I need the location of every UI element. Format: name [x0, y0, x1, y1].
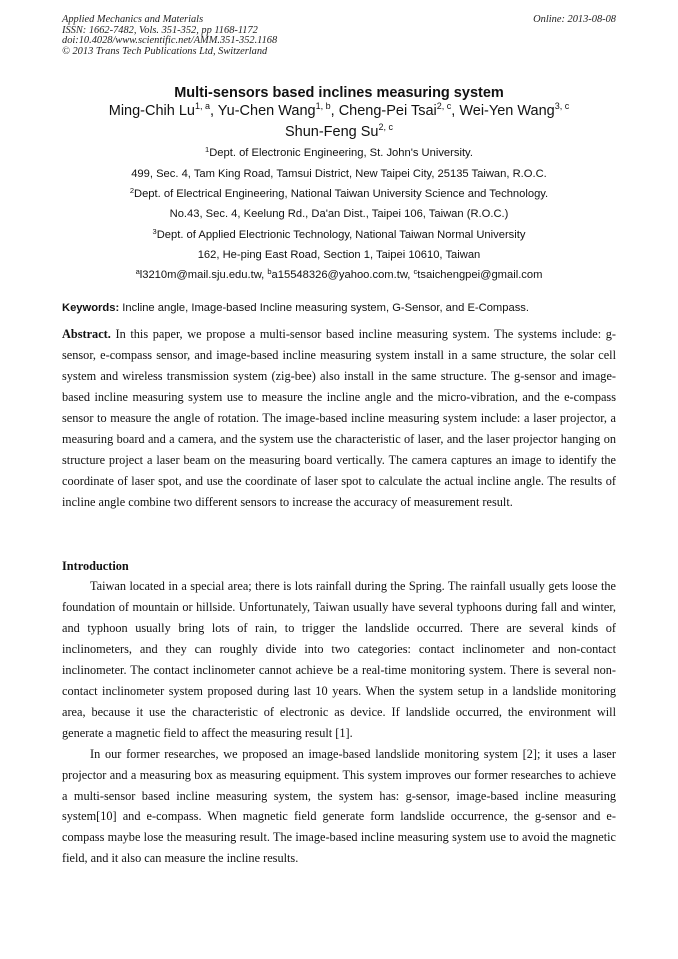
affiliation-text: Dept. of Applied Electrionic Technology, National Taiwan Normal University — [156, 229, 526, 241]
author-sup: 1, b — [315, 101, 331, 111]
section-heading-introduction: Introduction — [62, 559, 129, 573]
email-sup: b — [267, 267, 272, 276]
affiliation-1-line-1 — [0, 146, 678, 160]
author-line-1: Ming-Chih Lu$^{1, a}$, Yu-Chen Wang$^{1, b}$, Cheng-Pei Tsai$^{2, c}$, Wei-Yen Wang$^{3, c}$ — [108, 101, 570, 119]
email-sup: a — [135, 267, 140, 276]
affiliation-3-line-2: 162, He-ping East Road, Section 1, Taipei 10610, Taiwan — [197, 249, 481, 261]
journal-issn: ISSN: 1662-7482, Vols. 351-352, pp 1168-1172 — [62, 24, 258, 36]
journal-doi: doi:10.4028/www.scientific.net/AMM.351-352.1168 — [62, 35, 278, 47]
affiliation-sup: 1 — [205, 145, 210, 154]
abstract-label: Abstract. — [62, 327, 111, 341]
affiliation-2-line-1 — [0, 187, 678, 201]
keywords-label: Keywords: — [62, 302, 120, 314]
journal-name: Applied Mechanics and Materials — [62, 14, 204, 25]
email-link[interactable]: tsaichengpei@gmail.com — [417, 269, 543, 281]
affiliation-text: Dept. of Electrical Engineering, National Taiwan University Science and Technology. — [134, 188, 549, 200]
keywords — [62, 301, 616, 315]
online-date: Online: 2013-08-08 — [533, 14, 616, 25]
email-link[interactable]: l3210m@mail.sju.edu.tw, — [139, 269, 268, 281]
journal-header — [62, 15, 616, 57]
abstract-text: In this paper, we propose a multi-sensor based incline measuring system. The systems include: g-sensor, e-compass sensor, and image-based incline measuring system install in a same structure, the solar cell system and wireless transmission system (zig-bee) also install in the same structure. The g-sensor and image-based incline measuring system use to measure the incline angle and the micro-vibration, and the e-compass sensor to measure the angle of rotation. The image-based incline measuring system include: a laser projector, a measuring board and a camera, and the system use the characteristic of laser, and the laser projector hanging on structure project a laser beam on the measuring board vertically. The camera captures an image to identify the coordinate of laser spot, and use the coordinate of laser spot to calculate the actual incline angle. The results of incline angle combine two different sensors to increase the accuracy of measurement result. — [62, 327, 616, 509]
author-name: Yu-Chen Wang — [217, 103, 316, 119]
affiliation-sup: 3 — [152, 227, 157, 236]
email-link[interactable]: a15548326@yahoo.com.tw, — [271, 269, 414, 281]
author-sup: 2, c — [436, 101, 452, 111]
affiliation-3-line-1 — [0, 228, 678, 242]
author-name: Wei-Yen Wang — [459, 103, 555, 119]
keywords-text: Incline angle, Image-based Incline measuring system, G-Sensor, and E-Compass. — [119, 302, 529, 314]
journal-copyright: © 2013 Trans Tech Publications Ltd, Switzerland — [62, 45, 268, 57]
author-name: Cheng-Pei Tsai — [338, 103, 437, 119]
author-sup: 3, c — [554, 101, 570, 111]
author-sup: 1, a — [194, 101, 210, 111]
author-name: Ming-Chih Lu — [108, 103, 195, 119]
paragraph: In our former researches, we proposed an image-based landslide monitoring system [2]; it uses a laser projector and a measuring box as measuring equipment. This system improves our former researches to achieve a multi-sensor based incline measuring system, the system has: g-sensor, image-based incline measuring system[10] and e-compass. When magnetic field generate form landslide occurrence, the g-sensor and e-compass maybe lose the measuring result. The image-based incline measuring system use to avoid the magnetic field, and it also can measure the incline results. — [62, 746, 616, 866]
affiliation-sup: 2 — [129, 186, 134, 195]
affiliation-2-line-2: No.43, Sec. 4, Keelung Rd., Da'an Dist., Taipei 106, Taiwan (R.O.C.) — [169, 208, 509, 220]
author-name: Shun-Feng Su — [284, 124, 379, 140]
paper-title: Multi-sensors based inclines measuring system — [174, 85, 504, 101]
email-sup: c — [413, 267, 418, 276]
author-line-2 — [0, 122, 678, 142]
affiliation-text: Dept. of Electronic Engineering, St. John's University. — [209, 147, 473, 159]
author-sup: 2, c — [378, 122, 394, 132]
affiliation-1-line-2: 499, Sec. 4, Tam King Road, Tamsui District, New Taipei City, 25135 Taiwan, R.O.C. — [131, 168, 547, 180]
author-emails — [0, 268, 678, 282]
abstract — [62, 324, 616, 513]
introduction-body — [62, 576, 616, 869]
paragraph: Taiwan located in a special area; there is lots rainfall during the Spring. The rainfall usually gets loose the foundation of mountain or hillside. Unfortunately, Taiwan usually have several typhoons during fall and winter, and typhoon usually bring lots of rain, to trigger the landslide occurred. There are several kinds of inclinometers, and they can roughly divide into two categories: contact inclinometer and non-contact inclinometer. The contact inclinometer cannot achieve be a real-time monitoring system. There is several non-contact inclinometer system proposed during last 10 years. When the system setup in a landslide monitoring area, because it use the characteristic of electronic as device. If landslide occurred, the environment will generate a magnetic field to affect the measuring result [1]. — [62, 579, 616, 740]
